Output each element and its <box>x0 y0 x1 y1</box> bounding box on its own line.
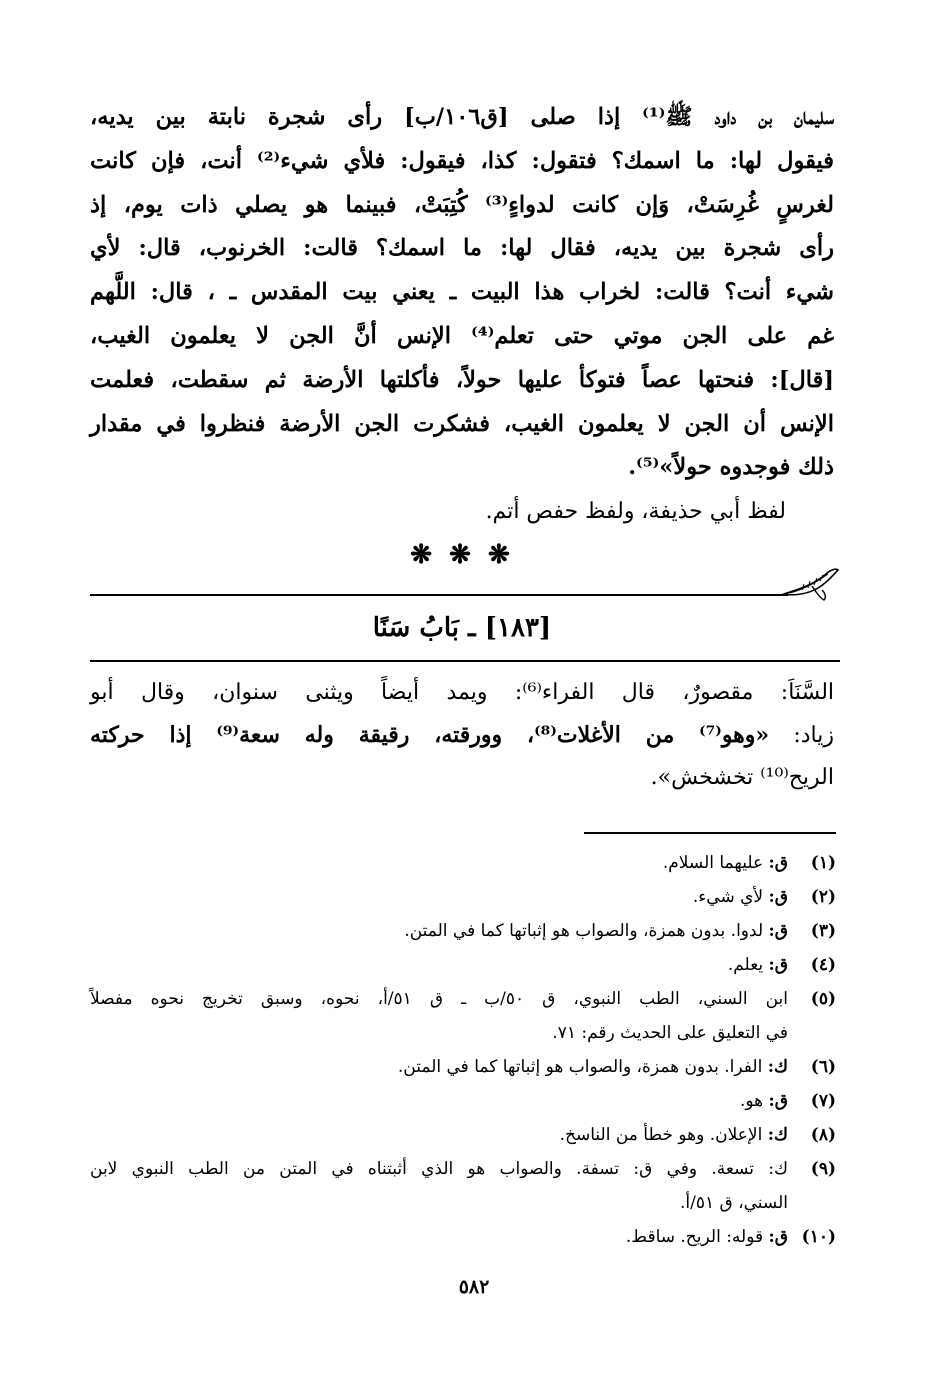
text-line: لغرسٍ غُرِسَتْ، وَإن كانت لدواءٍ⁽³⁾ كُتِبَتْ، فبينما هو يصلي ذات يوم، إذ <box>90 191 834 218</box>
footnote-source: ك: <box>767 1125 788 1145</box>
text-line: الإنس أن الجن لا يعلمون الغيب، فشكرت الجن الأرضة فنظروا في مقدار <box>90 410 834 437</box>
footnote-source: ق: <box>768 887 788 907</box>
closing-line: لفظ أبي حذيفة، ولفظ حفص أتم. <box>485 499 786 525</box>
footnote-text: الفرا. بدون همزة، والصواب هو إثباتها كما في المتن. <box>397 1057 768 1077</box>
section-stars: ❋ ❋ ❋ <box>410 540 514 571</box>
footnote-text: يعلم. <box>727 955 769 975</box>
chapter-body <box>90 672 834 799</box>
chapter-paragraph <box>90 672 834 799</box>
plain-text: زياد: <box>769 723 834 748</box>
footnote-number: (٣) <box>810 921 836 941</box>
footnote-text-continued: السني، ق ٥١/أ. <box>680 1193 788 1213</box>
title-rule <box>90 660 840 662</box>
footnote-number: (٢) <box>810 887 836 907</box>
footnote-number: (٧) <box>810 1091 836 1111</box>
footnote-source: ق: <box>768 853 788 873</box>
footnote-item <box>90 1084 836 1118</box>
text-line: رأى شجرة بين يديه، فقال لها: ما اسمك؟ قالت: الخرنوب، قال: لأي <box>90 235 834 262</box>
footnote-item <box>90 1050 836 1084</box>
footnotes <box>90 846 836 1254</box>
hadith-paragraph <box>90 96 834 490</box>
main-text-block <box>90 96 834 572</box>
footnote-number: (٤) <box>810 955 836 975</box>
page-number: ٥٨٢ <box>458 1276 490 1298</box>
footnote-text: عليهما السلام. <box>662 853 769 873</box>
text-line: غم على الجن موتي حتى تعلم⁽⁴⁾ الإنس أنَّ الجن لا يعلمون الغيب، <box>90 322 834 349</box>
footnote-text: ابن السني، الطب النبوي، ق ٥٠/ب ـ ق ٥١/أ، نحوه، وسبق تخريج نحوه مفصلاً <box>90 989 788 1009</box>
footnote-text: لأي شيء. <box>692 887 769 907</box>
text-line: السَّنَاَ: مقصورٌ، قال الفراء⁽⁶⁾: ويمد أيضاً ويثنى سنوان، وقال أبو <box>90 680 835 705</box>
footnote-source: ك: <box>768 1159 788 1179</box>
text-line: فيقول لها: ما اسمك؟ فتقول: كذا، فيقول: فلأي شيء⁽²⁾ أنت، فإن كانت <box>90 147 834 174</box>
footnote-source: ق: <box>768 1227 788 1247</box>
footnote-text: لدوا. بدون همزة، والصواب هو إثباتها كما في المتن. <box>404 921 769 941</box>
footnote-item <box>90 1152 836 1220</box>
text-line: شيء أنت؟ قالت: لخراب هذا البيت ـ يعني بيت المقدس ـ ، قال: اللَّهم <box>90 279 834 306</box>
chapter-title: [١٨٣] ـ بَابُ سَنًا <box>372 613 552 643</box>
footnote-number: (١٠) <box>801 1227 836 1247</box>
footnote-source: ق: <box>768 955 788 975</box>
footnote-text: تسعة. وفي ق: تسفة. والصواب هو الذي أثبتناه في المتن من الطب النبوي لابن <box>90 1159 769 1179</box>
text-line: ذلك فوجدوه حولاً»⁽⁵⁾. <box>628 454 834 481</box>
footnote-item <box>90 982 836 1050</box>
footnote-rule <box>584 832 836 834</box>
footnote-item <box>90 948 836 982</box>
footnote-number: (٩) <box>810 1159 836 1179</box>
separator-rule <box>90 594 788 596</box>
text-line: [قال]: فنحتها عصاً فتوكأ عليها حولاً، فأكلتها الأرضة ثم سقطت، فعلمت <box>90 366 834 393</box>
footnote-source: ق: <box>768 921 788 941</box>
footnote-text-continued: في التعليق على الحديث رقم: ٧١. <box>552 1023 788 1043</box>
footnote-text: قوله: الريح. ساقط. <box>625 1227 769 1247</box>
footnote-item <box>90 1220 836 1254</box>
footnote-item <box>90 914 836 948</box>
footnote-number: (١) <box>810 853 836 873</box>
footnote-item <box>90 880 836 914</box>
footnote-item <box>90 1118 836 1152</box>
footnote-number: (٥) <box>810 989 836 1009</box>
text-line: سليمان بن داود ﷺ⁽¹⁾ إذا صلى [ق١٠٦/ب] رأى شجرة نابتة بين يديه، <box>90 104 834 130</box>
quoted-text: الريح⁽¹⁰⁾ تخشخش». <box>650 765 834 790</box>
quoted-text: «وهو⁽⁷⁾ من الأغلات⁽⁸⁾، وورقته، رقيقة وله سعة⁽⁹⁾ إذا حركته <box>90 722 770 748</box>
footnote-text: هو. <box>739 1091 769 1111</box>
footnote-item <box>90 846 836 880</box>
footnote-number: (٨) <box>810 1125 836 1145</box>
footnote-number: (٦) <box>810 1057 836 1077</box>
footnote-source: ك: <box>767 1057 788 1077</box>
quill-pen-icon <box>782 564 840 604</box>
text-line <box>90 714 834 757</box>
footnote-source: ق: <box>768 1091 788 1111</box>
footnote-text: الإعلان. وهو خطأ من الناسخ. <box>559 1125 768 1145</box>
chapter-separator <box>90 560 840 604</box>
